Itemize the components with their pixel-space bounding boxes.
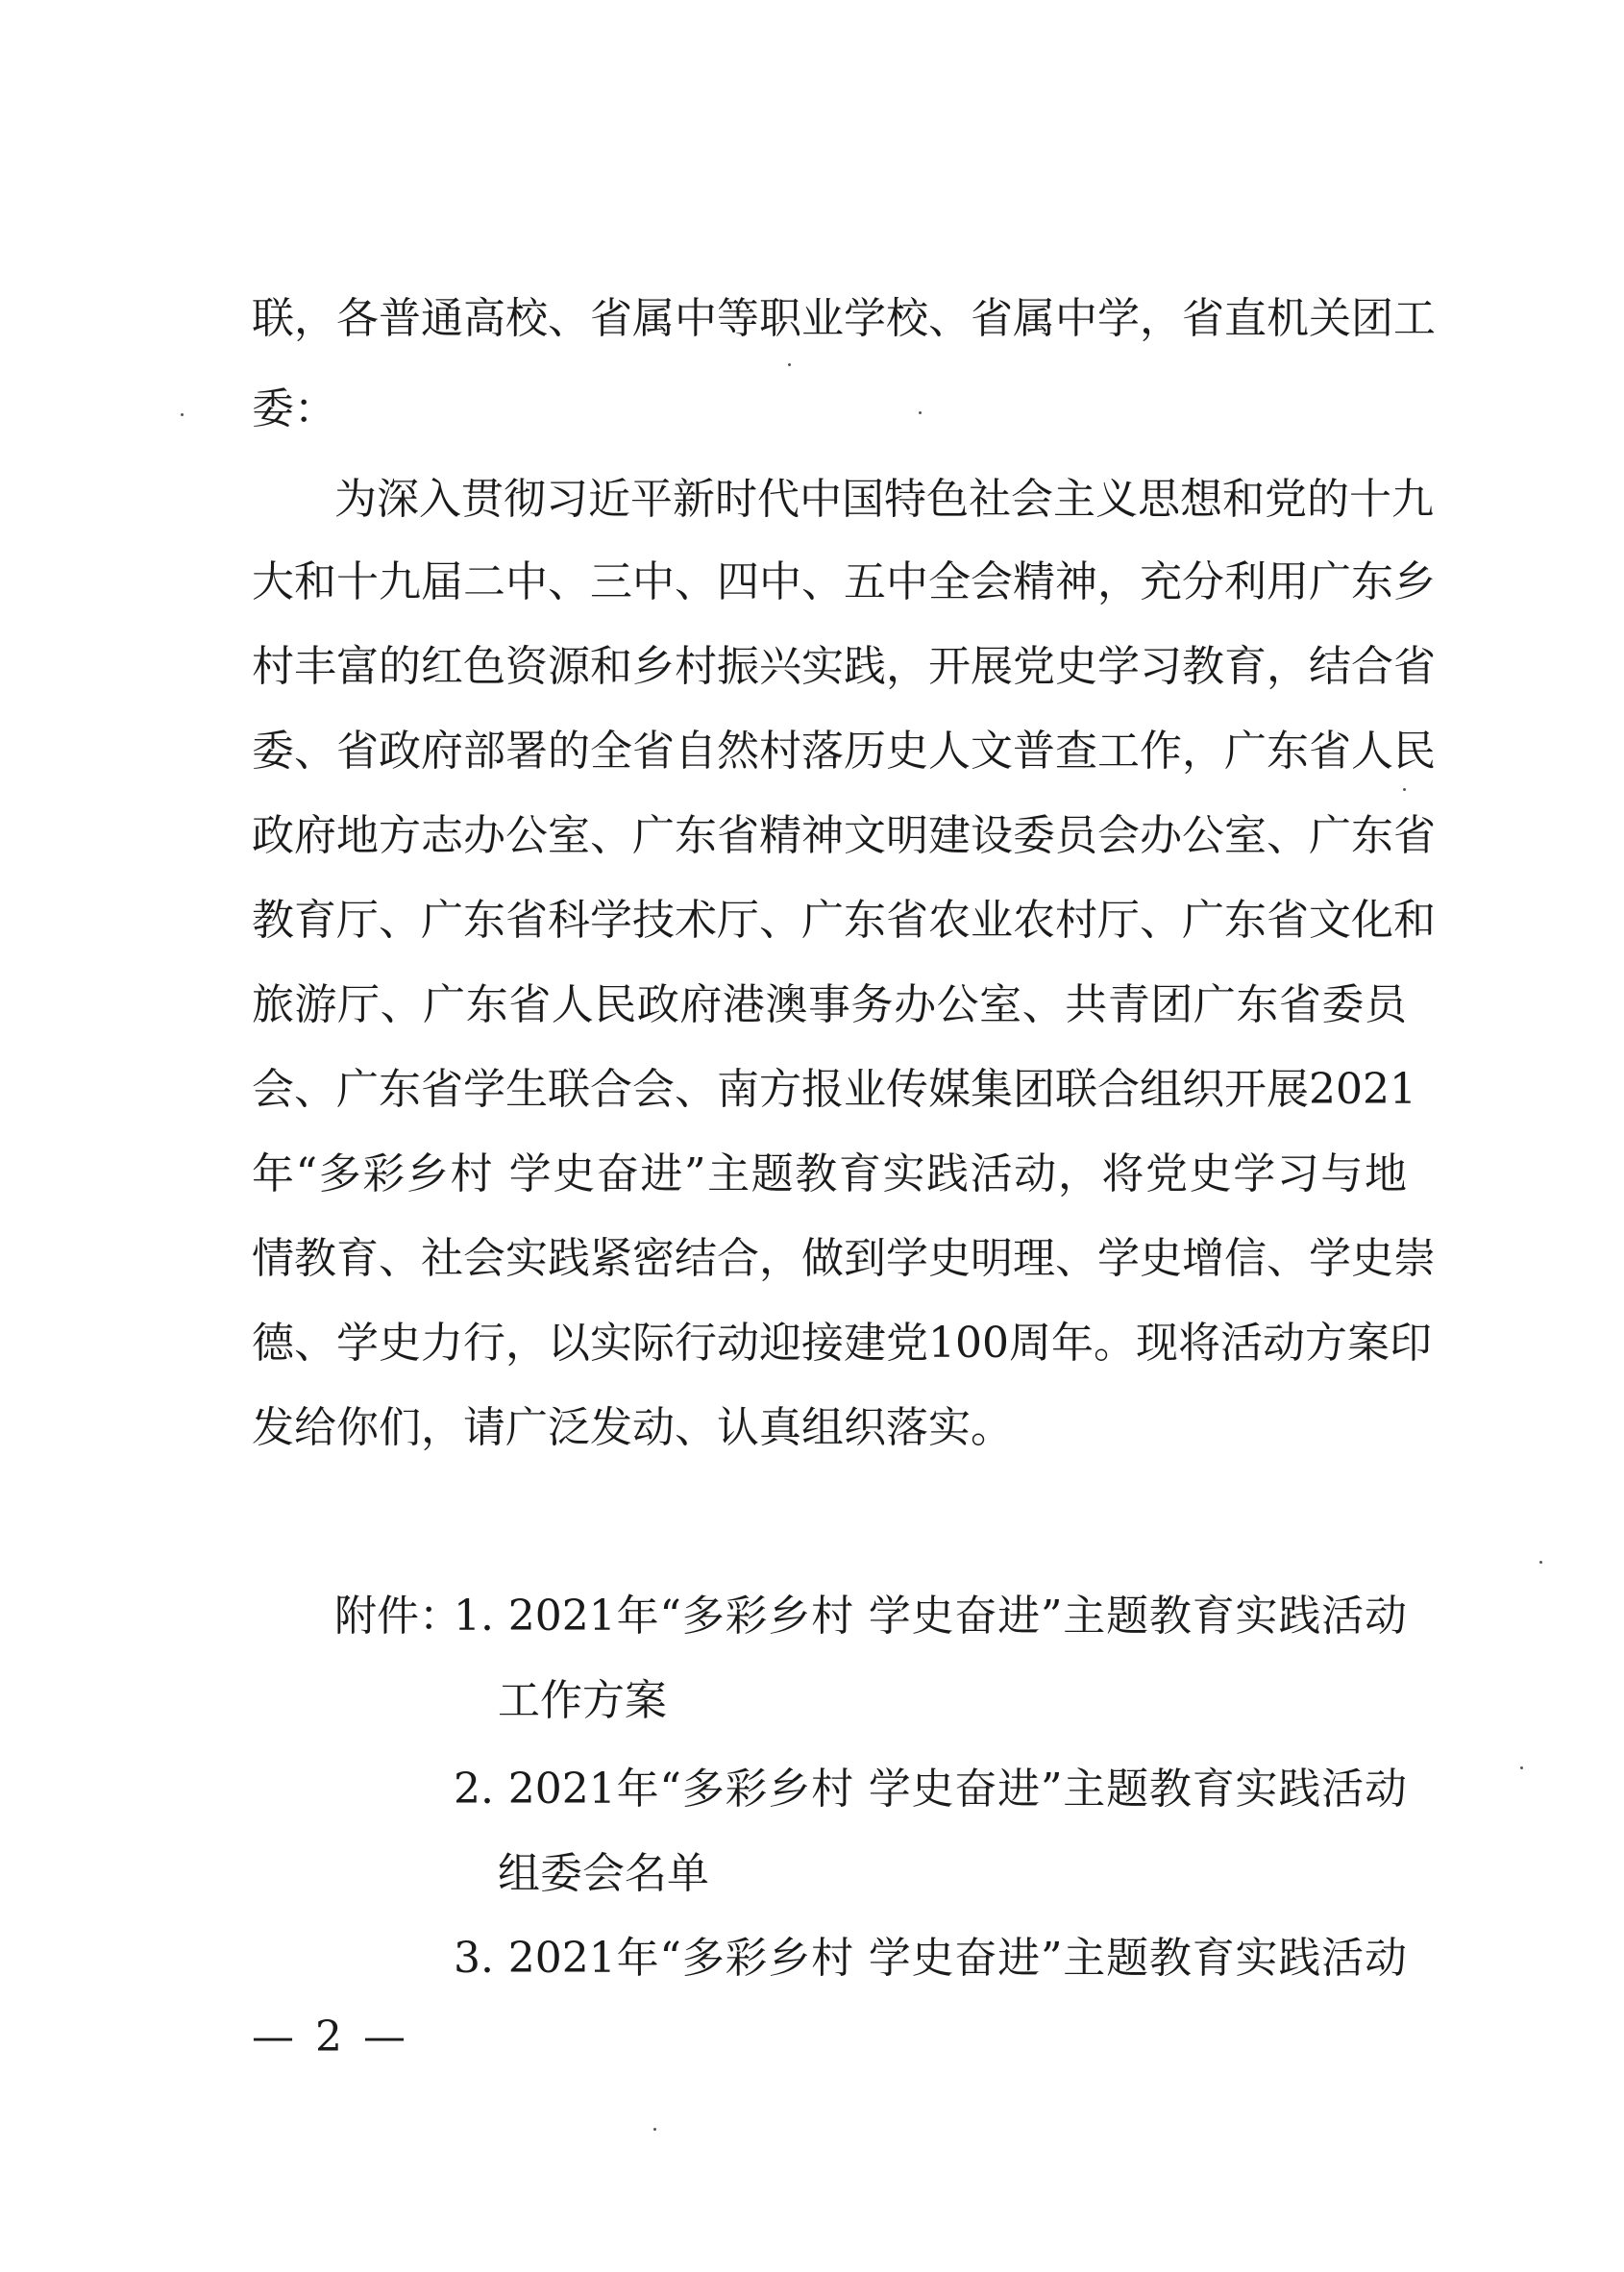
body-line-6: 教育厅、广东省科学技术厅、广东省农业农村厅、广东省文化和 <box>252 896 1436 945</box>
addressee-line-2: 委： <box>252 384 336 433</box>
body-line-4: 委、省政府部署的全省自然村落历史人文普查工作，广东省人民 <box>252 727 1436 776</box>
body-line-11: 德、学史力行，以实际行动迎接建党100周年。现将活动方案印 <box>252 1319 1432 1368</box>
page-number: — 2 — <box>252 2013 409 2062</box>
scan-speck <box>1403 788 1406 791</box>
body-line-7: 旅游厅、广东省人民政府港澳事务办公室、共青团广东省委员 <box>252 980 1407 1029</box>
body-line-3: 村丰富的红色资源和乡村振兴实践，开展党史学习教育，结合省 <box>252 642 1436 691</box>
scan-speck <box>919 411 922 414</box>
attachments-label: 附件： <box>334 1592 461 1641</box>
attachment-3-title: 3. 2021年“多彩乡村 学史奋进”主题教育实践活动 <box>454 1934 1407 1983</box>
body-line-8: 会、广东省学生联合会、南方报业传媒集团联合组织开展2021 <box>252 1065 1416 1114</box>
scan-speck <box>1520 1766 1523 1769</box>
body-line-1: 为深入贯彻习近平新时代中国特色社会主义思想和党的十九 <box>334 475 1434 524</box>
body-line-2: 大和十九届二中、三中、四中、五中全会精神，充分利用广东乡 <box>252 557 1436 606</box>
body-line-9: 年“多彩乡村 学史奋进”主题教育实践活动，将党史学习与地 <box>252 1149 1407 1198</box>
addressee-line-1: 联，各普通高校、省属中等职业学校、省属中学，省直机关团工 <box>252 294 1436 343</box>
scan-speck <box>1539 1561 1542 1564</box>
scan-speck <box>788 363 791 366</box>
scan-speck <box>653 2128 656 2131</box>
body-line-5: 政府地方志办公室、广东省精神文明建设委员会办公室、广东省 <box>252 811 1436 860</box>
attachment-2-title: 2. 2021年“多彩乡村 学史奋进”主题教育实践活动 <box>454 1765 1407 1814</box>
attachment-2-subtitle: 组委会名单 <box>498 1849 709 1898</box>
scan-speck <box>181 413 184 416</box>
body-line-12: 发给你们，请广泛发动、认真组织落实。 <box>252 1403 1013 1452</box>
body-line-10: 情教育、社会实践紧密结合，做到学史明理、学史增信、学史崇 <box>252 1234 1436 1283</box>
attachment-1-subtitle: 工作方案 <box>498 1676 667 1725</box>
attachment-1-title: 1. 2021年“多彩乡村 学史奋进”主题教育实践活动 <box>454 1592 1407 1641</box>
